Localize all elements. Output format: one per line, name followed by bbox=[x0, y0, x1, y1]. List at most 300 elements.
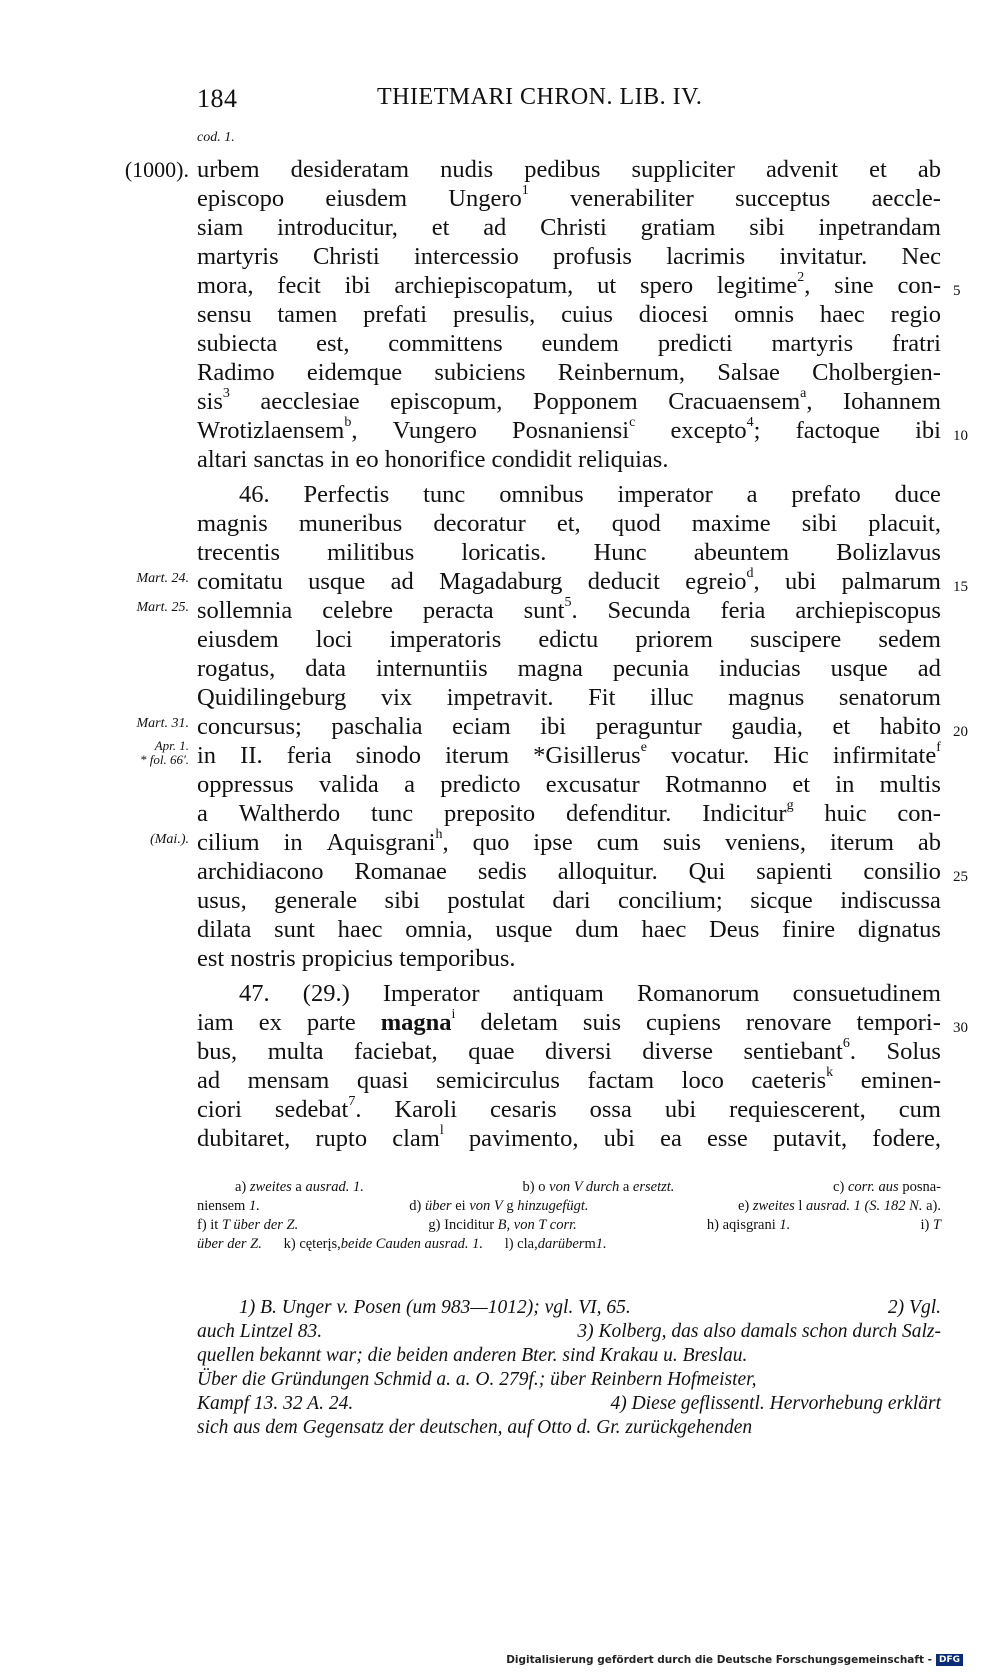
text-line bbox=[197, 915, 941, 944]
word: Cracuaensem$^a$, bbox=[668, 385, 813, 415]
word: iterum bbox=[445, 742, 510, 769]
word: ubi bbox=[784, 568, 817, 595]
text-line bbox=[197, 1095, 941, 1124]
word: iterum bbox=[829, 829, 894, 856]
word: et bbox=[431, 214, 450, 241]
word: cupiens bbox=[646, 1009, 721, 1036]
word: antiquam bbox=[512, 980, 604, 1007]
word: Vungero bbox=[392, 417, 477, 444]
margin-date: Mart. 24. bbox=[136, 571, 189, 586]
word: Fit bbox=[588, 684, 616, 711]
margin-date: (Mai.). bbox=[150, 832, 189, 847]
word: duce bbox=[894, 481, 941, 508]
apparatus-line-segment: b) o von V durch a ersetzt. bbox=[522, 1179, 675, 1195]
word: quasi bbox=[356, 1067, 409, 1094]
text-line bbox=[197, 654, 941, 683]
word: Posnaniensi$^c$ bbox=[512, 414, 636, 444]
text-line bbox=[197, 799, 941, 828]
word: et bbox=[869, 156, 887, 183]
word: ossa bbox=[589, 1096, 632, 1123]
word: spero bbox=[640, 272, 694, 299]
word: sensu bbox=[197, 301, 252, 328]
word: veniens, bbox=[725, 829, 806, 856]
line-number: 20 bbox=[953, 724, 968, 740]
word: impetravit. bbox=[446, 684, 554, 711]
word: egreio$^d$, bbox=[685, 565, 760, 595]
word: Radimo bbox=[197, 359, 275, 386]
text-line bbox=[139, 738, 941, 770]
word: succeptus bbox=[735, 185, 831, 212]
word: ut bbox=[597, 272, 617, 299]
text-line bbox=[197, 387, 941, 416]
word: eiusdem bbox=[325, 185, 408, 212]
word: cum bbox=[596, 829, 639, 856]
word: Christi bbox=[312, 243, 380, 270]
apparatus-line-segment: f) it T über der Z. bbox=[197, 1217, 299, 1233]
text-line bbox=[197, 944, 941, 973]
word: pedibus bbox=[524, 156, 601, 183]
word: pecunia bbox=[612, 655, 690, 682]
text-line bbox=[197, 184, 941, 213]
text-line bbox=[197, 1037, 941, 1066]
word: episcopo bbox=[197, 185, 285, 212]
word: feria bbox=[286, 742, 332, 769]
word: eundem bbox=[541, 330, 619, 357]
note-line bbox=[197, 1320, 941, 1344]
word: muneribus bbox=[298, 510, 403, 537]
text-line bbox=[197, 886, 941, 915]
word: Solus bbox=[886, 1038, 941, 1065]
word: suis bbox=[662, 829, 702, 856]
word: diocesi bbox=[638, 301, 709, 328]
apparatus-line-segment: i) T bbox=[920, 1217, 941, 1233]
critical-apparatus bbox=[197, 1178, 941, 1254]
line-number: 5 bbox=[953, 283, 961, 299]
note-line-segment: 4) Diese geflissentl. Hervorhebung erklärt bbox=[610, 1393, 941, 1414]
word: sentiebant$^6$. bbox=[743, 1035, 856, 1065]
word: ad bbox=[917, 655, 941, 682]
text-line bbox=[197, 300, 941, 329]
word: edictu bbox=[538, 626, 599, 653]
word: Reinbernum, bbox=[557, 359, 686, 386]
word: magna$^i$ bbox=[380, 1006, 456, 1036]
text-line bbox=[197, 979, 941, 1008]
word: usque bbox=[830, 655, 888, 682]
word: a bbox=[746, 481, 758, 508]
word: mensam bbox=[247, 1067, 330, 1094]
word: venerabiliter bbox=[570, 185, 694, 212]
word: bus, bbox=[197, 1038, 238, 1065]
apparatus-line-segment: a) zweites a ausrad. 1. bbox=[235, 1179, 364, 1195]
word: ibi bbox=[540, 713, 567, 740]
word: vocatur. bbox=[671, 742, 750, 769]
word: sapienti bbox=[756, 858, 833, 885]
word: oppressus bbox=[197, 771, 294, 798]
word: sollemnia bbox=[197, 597, 293, 624]
word: rupto bbox=[315, 1125, 368, 1152]
apparatus-line-segment: e) zweites l ausrad. 1 (S. 182 N. a). bbox=[737, 1198, 941, 1214]
word: *Gisillerus$^e$ bbox=[533, 739, 647, 769]
word: ex bbox=[258, 1009, 282, 1036]
word: concursus; bbox=[197, 713, 302, 740]
word: consilio bbox=[863, 858, 941, 885]
word: ad bbox=[390, 568, 414, 595]
word: episcopum, bbox=[390, 388, 503, 415]
word: dignatus bbox=[857, 916, 941, 943]
text-line bbox=[197, 329, 941, 358]
word: esse bbox=[706, 1125, 748, 1152]
word: peraguntur bbox=[595, 713, 702, 740]
word: legitime$^2$, bbox=[716, 269, 811, 299]
word: data bbox=[305, 655, 347, 682]
word: imperatoris bbox=[389, 626, 502, 653]
dfg-logo: DFG bbox=[936, 1654, 963, 1666]
word: sibi bbox=[801, 510, 838, 537]
word: usque bbox=[308, 568, 366, 595]
word: magnis bbox=[197, 510, 268, 537]
running-title: THIETMARI CHRON. LIB. IV. bbox=[377, 84, 703, 110]
page-number: 184 bbox=[197, 84, 238, 113]
word: con- bbox=[897, 272, 941, 299]
text-line bbox=[197, 1006, 968, 1037]
text-line bbox=[197, 683, 941, 712]
word: sicque bbox=[750, 887, 813, 914]
word: a bbox=[404, 771, 415, 798]
text-line bbox=[150, 826, 941, 857]
note-line-segment: auch Lintzel 83. bbox=[197, 1321, 323, 1342]
word: sibi bbox=[384, 887, 420, 914]
line-number: 10 bbox=[953, 428, 968, 444]
line-number: 25 bbox=[953, 869, 968, 885]
text-line bbox=[197, 480, 941, 509]
word: senatorum bbox=[838, 684, 941, 711]
word: archidiacono bbox=[197, 858, 324, 885]
word: preposito bbox=[443, 800, 536, 827]
word: paschalia bbox=[331, 713, 423, 740]
word: suis bbox=[582, 1009, 622, 1036]
word: deducit bbox=[587, 568, 660, 595]
word: sunt$^5$. bbox=[523, 594, 578, 624]
word: decoratur bbox=[433, 510, 526, 537]
word: sedis bbox=[477, 858, 527, 885]
text-line bbox=[197, 358, 941, 387]
word: aeccle- bbox=[871, 185, 941, 212]
word: consuetudinem bbox=[792, 980, 941, 1007]
margin-date: (1000). bbox=[124, 157, 189, 182]
word: ab bbox=[917, 156, 941, 183]
word: desideratam bbox=[290, 156, 410, 183]
note-line-segment: 2) Vgl. bbox=[887, 1297, 941, 1318]
credit-text: Digitalisierung gefördert durch die Deutsche Forschungsgemeinschaft - bbox=[506, 1654, 932, 1666]
text-line bbox=[136, 594, 941, 625]
word: Cholbergien- bbox=[812, 359, 941, 386]
word: cesaris bbox=[490, 1096, 557, 1123]
text-line bbox=[197, 857, 968, 886]
word: alloquitur. bbox=[557, 858, 658, 885]
word: peracta bbox=[422, 597, 494, 624]
apparatus-line-segment: h) aqisgrani 1. bbox=[706, 1217, 791, 1233]
word: sedebat$^7$. bbox=[274, 1093, 362, 1123]
word: factam bbox=[587, 1067, 655, 1094]
text-line bbox=[197, 770, 941, 799]
apparatus-line bbox=[197, 1178, 941, 1197]
word: faciebat, bbox=[354, 1038, 438, 1065]
word: haec bbox=[819, 301, 865, 328]
text-line bbox=[197, 625, 941, 654]
word: defenditur. bbox=[565, 800, 672, 827]
apparatus-line: über der Z. k) cęterįs, beide Cauden ausrad. 1. l) cla, darüber m 1. bbox=[197, 1236, 607, 1252]
word: excusatur bbox=[545, 771, 640, 798]
text-line bbox=[197, 538, 941, 567]
word: sibi bbox=[749, 214, 785, 241]
word: feria bbox=[720, 597, 766, 624]
word: sedem bbox=[878, 626, 941, 653]
note-line bbox=[197, 1392, 941, 1416]
word: prefati bbox=[363, 301, 428, 328]
word: usque bbox=[495, 916, 553, 943]
word: concilium; bbox=[617, 887, 723, 914]
word: Waltherdo bbox=[238, 800, 341, 827]
word: invitatur. bbox=[779, 243, 868, 270]
word: 46. bbox=[239, 481, 270, 508]
word: fodere, bbox=[872, 1125, 941, 1152]
word: Popponem bbox=[532, 388, 638, 415]
word: dari bbox=[552, 887, 591, 914]
word: Magadaburg bbox=[439, 568, 563, 595]
word: sis$^3$ bbox=[197, 385, 230, 415]
word: et bbox=[832, 713, 851, 740]
word: Secunda bbox=[607, 597, 691, 624]
word: a bbox=[197, 800, 208, 827]
word: illuc bbox=[649, 684, 694, 711]
word: requiescerent, bbox=[729, 1096, 866, 1123]
word: predicto bbox=[440, 771, 521, 798]
word: omnibus bbox=[499, 481, 584, 508]
word: trecentis bbox=[197, 539, 280, 566]
word: intercessio bbox=[413, 243, 519, 270]
word: advenit bbox=[765, 156, 839, 183]
word: ubi bbox=[603, 1125, 635, 1152]
word: sine bbox=[834, 272, 874, 299]
word: pavimento, bbox=[468, 1125, 579, 1152]
word: sunt bbox=[274, 916, 315, 943]
word: omnia, bbox=[405, 916, 473, 943]
word: haec bbox=[641, 916, 687, 943]
text-line bbox=[197, 242, 941, 271]
word: ciori bbox=[197, 1096, 242, 1123]
word: in bbox=[283, 829, 303, 856]
word: cilium bbox=[197, 829, 260, 856]
note-line-segment: Kampf 13. 32 A. 24. bbox=[197, 1393, 354, 1414]
word: palmarum bbox=[841, 568, 941, 595]
line-number: 30 bbox=[953, 1020, 968, 1036]
word: dilata bbox=[197, 916, 252, 943]
word: omnis bbox=[734, 301, 794, 328]
codex-note: cod. 1. bbox=[197, 130, 235, 145]
word: martyris bbox=[771, 330, 854, 357]
word: archiepiscopus bbox=[795, 597, 941, 624]
word: committens bbox=[388, 330, 503, 357]
word: diverse bbox=[642, 1038, 713, 1065]
word: ubi bbox=[664, 1096, 697, 1123]
word: Perfectis bbox=[303, 481, 390, 508]
word: Quidilingeburg bbox=[197, 684, 347, 711]
word: et bbox=[792, 771, 811, 798]
word: diversi bbox=[545, 1038, 612, 1065]
word: archiepiscopatum, bbox=[394, 272, 574, 299]
word: cum bbox=[898, 1096, 941, 1123]
word: Karoli bbox=[394, 1096, 458, 1123]
word: gaudia, bbox=[731, 713, 803, 740]
word: abeuntem bbox=[693, 539, 790, 566]
word: vix bbox=[380, 684, 413, 711]
word: imperator bbox=[617, 481, 713, 508]
word: multa bbox=[267, 1038, 324, 1065]
word: Bolizlavus bbox=[836, 539, 941, 566]
word: Christi bbox=[540, 214, 607, 241]
word: postulat bbox=[447, 887, 525, 914]
word: ipse bbox=[533, 829, 573, 856]
text-line bbox=[197, 213, 941, 242]
word: Iohannem bbox=[843, 388, 941, 415]
word: magnus bbox=[728, 684, 805, 711]
word: predicti bbox=[657, 330, 733, 357]
word: martyris bbox=[197, 243, 279, 270]
word: quo bbox=[472, 829, 510, 856]
word: ibi bbox=[344, 272, 371, 299]
word: ibi bbox=[915, 417, 941, 444]
word: et, bbox=[556, 510, 581, 537]
word: 47. bbox=[239, 980, 270, 1007]
word: quod bbox=[611, 510, 661, 537]
word: loricatis. bbox=[461, 539, 547, 566]
word: presulis, bbox=[452, 301, 536, 328]
word: ad bbox=[483, 214, 507, 241]
word: loci bbox=[315, 626, 353, 653]
word: dum bbox=[575, 916, 619, 943]
apparatus-line-segment: d) über ei von V g hinzugefügt. bbox=[409, 1198, 589, 1214]
word: usus, bbox=[197, 887, 247, 914]
word: mora, bbox=[197, 272, 254, 299]
apparatus-line-segment: g) Inciditur B, von T corr. bbox=[428, 1217, 577, 1233]
word: aecclesiae bbox=[260, 388, 360, 415]
word: II. bbox=[240, 742, 263, 769]
word: subiciens bbox=[434, 359, 526, 386]
word: celebre bbox=[322, 597, 393, 624]
word: infirmitate$^f$ bbox=[832, 739, 941, 769]
word: urbem bbox=[197, 156, 260, 183]
word: putavit, bbox=[772, 1125, 848, 1152]
word: multis bbox=[879, 771, 941, 798]
word: rogatus, bbox=[197, 655, 276, 682]
word: factoque bbox=[795, 417, 880, 444]
word: eidemque bbox=[306, 359, 403, 386]
word: haec bbox=[337, 916, 383, 943]
word: Rotmanno bbox=[664, 771, 768, 798]
word: comitatu bbox=[197, 568, 283, 595]
note-line: Über die Gründungen Schmid a. a. O. 279f.; über Reinbern Hofmeister, bbox=[197, 1369, 757, 1390]
word: inducias bbox=[719, 655, 801, 682]
text-line bbox=[197, 509, 941, 538]
word: ad bbox=[197, 1067, 221, 1094]
word: introducitur, bbox=[277, 214, 398, 241]
word: tempori- bbox=[856, 1009, 941, 1036]
word: Imperator bbox=[382, 980, 480, 1007]
word: renovare bbox=[745, 1009, 832, 1036]
word: profusis bbox=[553, 243, 632, 270]
word: quae bbox=[468, 1038, 515, 1065]
word: est nostris propicius temporibus. bbox=[197, 945, 516, 972]
word: semicirculus bbox=[436, 1067, 560, 1094]
word: fecit bbox=[277, 272, 321, 299]
apparatus-line-segment: c) corr. aus posna- bbox=[833, 1179, 941, 1195]
word: huic bbox=[824, 800, 867, 827]
word: indiscussa bbox=[840, 887, 941, 914]
word: (29.) bbox=[302, 980, 350, 1007]
word: Aquisgrani$^h$, bbox=[326, 826, 449, 856]
word: clam$^l$ bbox=[392, 1122, 444, 1152]
digitization-credit bbox=[506, 1654, 963, 1666]
word: inpetrandam bbox=[818, 214, 941, 241]
word: caeteris$^k$ bbox=[751, 1064, 834, 1094]
note-line-segment: 3) Kolberg, das also damals schon durch Salz- bbox=[577, 1321, 941, 1342]
word: generale bbox=[274, 887, 358, 914]
main-text bbox=[124, 155, 968, 1153]
text-line bbox=[124, 155, 941, 184]
word: ab bbox=[917, 829, 941, 856]
word: deletam bbox=[480, 1009, 558, 1036]
word: Romanae bbox=[354, 858, 447, 885]
word: magna bbox=[517, 655, 583, 682]
word: regio bbox=[890, 301, 941, 328]
word: Nec bbox=[901, 243, 941, 270]
word: nudis bbox=[440, 156, 494, 183]
word: Wrotizlaensem$^b$, bbox=[197, 414, 358, 444]
margin-date: Mart. 25. bbox=[136, 600, 189, 615]
word: prefato bbox=[791, 481, 861, 508]
word: habito bbox=[879, 713, 941, 740]
word: suscipere bbox=[750, 626, 842, 653]
word: in bbox=[197, 742, 217, 769]
word: Salsae bbox=[717, 359, 780, 386]
word: eminen- bbox=[860, 1067, 941, 1094]
apparatus-line bbox=[197, 1197, 941, 1216]
word: militibus bbox=[327, 539, 415, 566]
word: eiusdem bbox=[197, 626, 279, 653]
word: excepto$^4$; bbox=[670, 414, 761, 444]
word: Hic bbox=[773, 742, 809, 769]
text-line bbox=[136, 565, 968, 596]
word: gratiam bbox=[640, 214, 716, 241]
word: in bbox=[835, 771, 855, 798]
word: fratri bbox=[891, 330, 941, 357]
word: maxime bbox=[691, 510, 771, 537]
word: Hunc bbox=[593, 539, 647, 566]
word: Romanorum bbox=[636, 980, 760, 1007]
note-line: quellen bekannt war; die beiden anderen Bter. sind Krakau u. Breslau. bbox=[197, 1345, 748, 1366]
word: loco bbox=[681, 1067, 724, 1094]
text-line bbox=[197, 414, 968, 445]
line-number: 15 bbox=[953, 579, 968, 595]
word: tamen bbox=[277, 301, 338, 328]
text-line bbox=[197, 1066, 941, 1095]
word: parte bbox=[306, 1009, 356, 1036]
word: cuius bbox=[561, 301, 613, 328]
word: Qui bbox=[688, 858, 726, 885]
apparatus-line-segment: niensem 1. bbox=[197, 1198, 260, 1214]
text-line bbox=[197, 269, 961, 300]
word: lacrimis bbox=[666, 243, 746, 270]
